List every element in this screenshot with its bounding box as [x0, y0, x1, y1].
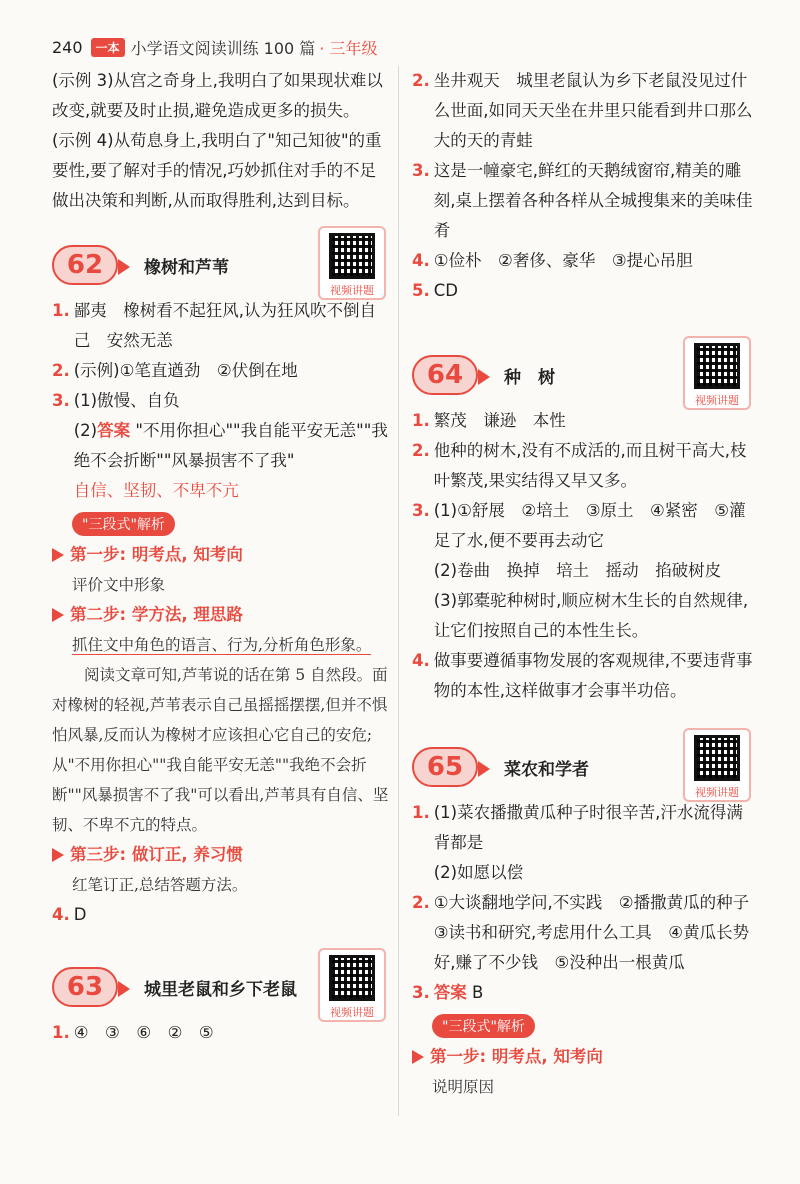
question-1: 1. 繁茂 谦逊 本性	[412, 411, 566, 430]
example-3: (示例 3)从宫之奇身上,我明白了如果现状难以改变,就要及时止损,避免造成更多的损失。	[52, 71, 383, 120]
analysis-pill: "三段式"解析	[432, 1014, 535, 1038]
question-3: 3. (1)①舒展 ②培土 ③原土 ④紧密 ⑤灌足了水,便不要再去动它 (2)卷曲 换掉 培土 摇动 掐破树皮 (3)郭橐驼种树时,顺应树木生长的自然规律,让它们按照自己的本性生长。	[412, 496, 757, 646]
question-1: 1. ④ ③ ⑥ ② ⑤	[52, 1023, 214, 1042]
qr-code-icon	[694, 735, 740, 781]
step-1-text: 评价文中形象	[72, 576, 166, 594]
question-1: 1. 鄙夷 橡树看不起狂风,认为狂风吹不倒自己 安然无恙	[52, 301, 376, 350]
qr-caption: 视频讲题	[695, 394, 739, 407]
lesson-63-header	[52, 956, 392, 1018]
answer-3-2: (2)卷曲 换掉 培土 摇动 掐破树皮	[433, 561, 722, 580]
qr-caption: 视频讲题	[330, 284, 374, 297]
video-qr-code[interactable]	[683, 336, 751, 410]
lesson-number-badge: 64	[412, 355, 478, 395]
lesson-65-header	[412, 736, 757, 798]
question-3: 3. (1)傲慢、自负 (2)答案 "不用你担心""我自能平安无恙""我绝不会折断""风暴损害不了我" 自信、坚韧、不卑不亢	[52, 386, 392, 506]
arrow-icon	[52, 608, 64, 622]
lesson-title: 菜农和学者	[504, 759, 589, 780]
step-3-text: 红笔订正,总结答题方法。	[72, 876, 248, 894]
question-4: 4. D	[52, 905, 87, 924]
qr-caption: 视频讲题	[695, 786, 739, 799]
answer-1-1: (1)菜农播撒黄瓜种子时很辛苦,汗水流得满背都是	[433, 803, 743, 852]
question-3: 3. 答案 B	[412, 983, 484, 1002]
answer-tag: 答案	[433, 983, 467, 1002]
step-3: 第三步: 做订正, 养习惯	[52, 840, 392, 870]
qr-code-icon	[694, 343, 740, 389]
video-qr-code[interactable]	[318, 226, 386, 300]
video-qr-code[interactable]	[683, 728, 751, 802]
column-divider	[398, 66, 399, 1116]
qr-code-icon	[329, 955, 375, 1001]
question-1: 1. (1)菜农播撒黄瓜种子时很辛苦,汗水流得满背都是 (2)如愿以偿	[412, 798, 757, 888]
lesson-62-header	[52, 234, 392, 296]
brand-badge: 一本	[91, 38, 125, 57]
question-4: 4. 做事要遵循事物发展的客观规律,不要违背事物的本性,这样做事才会事半功倍。	[412, 651, 753, 700]
question-5: 5. CD	[412, 281, 458, 300]
page-number: 240	[52, 37, 83, 57]
analysis-pill: "三段式"解析	[72, 512, 175, 536]
question-2: 2. 坐井观天 城里老鼠认为乡下老鼠没见过什么世面,如同天天坐在井里只能看到井口那么大的天的青蛙	[412, 71, 753, 150]
step-1: 第一步: 明考点, 知考向	[52, 540, 392, 570]
arrow-icon	[52, 548, 64, 562]
arrow-icon	[52, 848, 64, 862]
question-2: 2. 他种的树木,没有不成活的,而且树干高大,枝叶繁茂,果实结得又早又多。	[412, 441, 747, 490]
answer-tag: 答案	[97, 421, 131, 440]
video-qr-code[interactable]	[318, 948, 386, 1022]
answer-red-text: 自信、坚韧、不卑不亢	[73, 481, 239, 500]
page-header	[52, 36, 377, 58]
step-1: 第一步: 明考点, 知考向	[412, 1042, 757, 1072]
step-2: 第二步: 学方法, 理思路	[52, 600, 392, 630]
arrow-icon	[412, 1050, 424, 1064]
answer-1-2: (2)如愿以偿	[433, 863, 524, 882]
answer-3-3: (3)郭橐驼种树时,顺应树木生长的自然规律,让它们按照自己的本性生长。	[433, 591, 749, 640]
lesson-64-header	[412, 344, 757, 406]
answer-3-1: (1)傲慢、自负	[73, 391, 180, 410]
answer-3-1: (1)①舒展 ②培土 ③原土 ④紧密 ⑤灌足了水,便不要再去动它	[433, 501, 746, 550]
question-2: 2. ①大谈翻地学问,不实践 ②播撒黄瓜的种子 ③读书和研究,考虑用什么工具 ④黄瓜长势好,赚了不少钱 ⑤没种出一根黄瓜	[412, 893, 766, 972]
book-title: 小学语文阅读训练 100 篇	[130, 38, 316, 58]
question-4: 4. ①俭朴 ②奢侈、豪华 ③提心吊胆	[412, 251, 693, 270]
step-1-text: 说明原因	[432, 1078, 495, 1096]
qr-code-icon	[329, 233, 375, 279]
question-3: 3. 这是一幢豪宅,鲜红的天鹅绒窗帘,精美的雕刻,桌上摆着各种各样从全城搜集来的美味佳肴	[412, 161, 753, 240]
right-column	[412, 66, 766, 1102]
lesson-title: 城里老鼠和乡下老鼠	[144, 979, 297, 1000]
left-column	[52, 66, 392, 1048]
lesson-number-badge: 62	[52, 245, 118, 285]
question-2: 2. (示例)①笔直遒劲 ②伏倒在地	[52, 361, 298, 380]
lesson-number-badge: 63	[52, 967, 118, 1007]
lesson-number-badge: 65	[412, 747, 478, 787]
analysis-paragraph: 阅读文章可知,芦苇说的话在第 5 自然段。面对橡树的轻视,芦苇表示自己虽摇摇摆摆,但并不惧怕风暴,反而认为橡树才应该担心它自己的安危;从"不用你担心""我自能平安无恙""我绝不会折断""风暴损害不了我"可以看出,芦苇具有自信、坚韧、不卑不亢的特点。	[52, 666, 389, 834]
grade-label: · 三年级	[319, 38, 378, 58]
example-4: (示例 4)从荀息身上,我明白了"知己知彼"的重要性,要了解对手的情况,巧妙抓住对手的不足做出决策和判断,从而取得胜利,达到目标。	[52, 131, 382, 210]
qr-caption: 视频讲题	[330, 1006, 374, 1019]
answer-3-2: (2)答案 "不用你担心""我自能平安无恙""我绝不会折断""风暴损害不了我"	[73, 421, 388, 470]
lesson-title: 橡树和芦苇	[144, 257, 229, 278]
lesson-title: 种 树	[504, 367, 555, 388]
step-2-text: 抓住文中角色的语言、行为,分析角色形象。	[72, 636, 372, 654]
